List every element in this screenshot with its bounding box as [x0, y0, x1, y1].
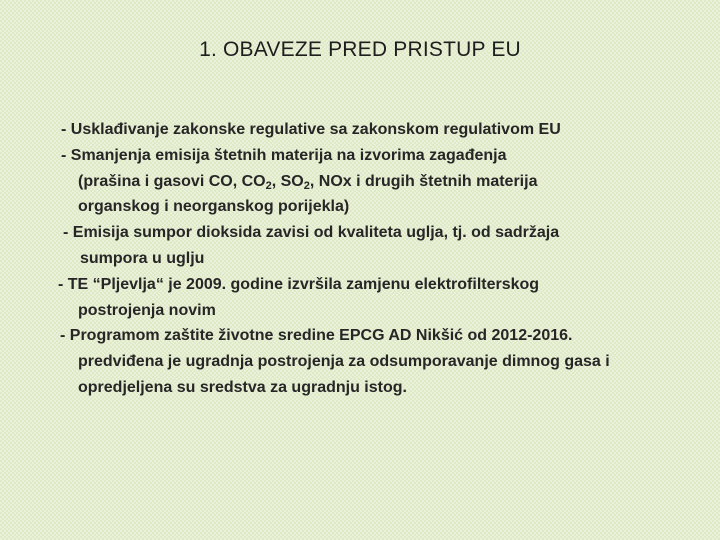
text-segment: (prašina i gasovi CO, CO — [78, 172, 266, 190]
bullet-te-pljevlja-cont: postrojenja novim — [78, 301, 216, 319]
slide-title: 1. OBAVEZE PRED PRISTUP EU — [199, 38, 521, 61]
bullet-emission-reduction-cont2: organskog i neorganskog porijekla) — [78, 198, 350, 216]
slide-content — [58, 117, 698, 401]
bullet-sulfur-emission: - Emisija sumpor dioksida zavisi od kvaliteta uglja, tj. od sadržaja — [63, 224, 560, 242]
bullet-program-cont2: opredjeljena su sredstva za ugradnju istog. — [78, 378, 407, 396]
subscript: 2 — [303, 179, 310, 192]
bullet-harmonization: - Usklađivanje zakonske regulative sa zakonskom regulativom EU — [61, 121, 561, 138]
subscript: 2 — [265, 179, 272, 192]
bullet-emission-reduction: - Smanjenja emisija štetnih materija na izvorima zagađenja — [61, 146, 507, 164]
bullet-program-cont: predviđena je ugradnja postrojenja za odsumporavanje dimnog gasa i — [78, 353, 610, 371]
text-segment: , SO — [271, 172, 304, 190]
text-segment: , NOx i drugih štetnih materija — [309, 172, 538, 190]
bullet-sulfur-emission-cont: sumpora u uglju — [80, 249, 205, 267]
bullet-program: - Programom zaštite životne sredine EPCG AD Nikšić od 2012-2016. — [60, 327, 573, 345]
bullet-emission-reduction-cont — [58, 169, 698, 195]
bullet-te-pljevlja: - TE “Pljevlja“ je 2009. godine izvršila zamjenu elektrofilterskog — [58, 275, 540, 293]
